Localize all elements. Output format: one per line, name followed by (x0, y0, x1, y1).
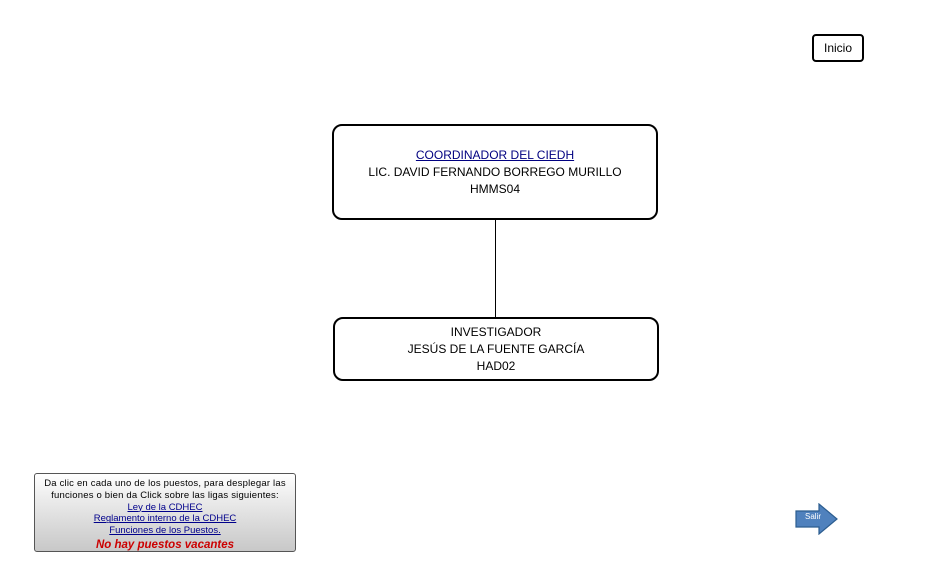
instructions-text: Da clic en cada uno de los puestos, para desplegar las funciones o bien da Click sobre las ligas siguientes: (44, 478, 286, 501)
ley-cdhec-link[interactable]: Ley de la CDHEC (127, 501, 203, 513)
vacancy-notice: No hay puestos vacantes (95, 538, 235, 551)
node-position-code: HMMS04 (469, 181, 520, 196)
node-position-code: HAD02 (476, 358, 516, 373)
node-title-link[interactable]: COORDINADOR DEL CIEDH (415, 147, 575, 162)
org-node-investigador[interactable] (333, 317, 659, 381)
node-title: INVESTIGADOR (450, 324, 542, 339)
node-person-name: LIC. DAVID FERNANDO BORREGO MURILLO (368, 164, 622, 179)
inicio-button[interactable]: Inicio (812, 34, 864, 62)
funciones-link[interactable]: Funciones de los Puestos. (109, 525, 221, 537)
reglamento-link[interactable]: Reglamento interno de la CDHEC (93, 513, 237, 525)
salir-label: Salir (804, 512, 821, 521)
salir-button[interactable] (795, 503, 839, 535)
org-connector-line (495, 220, 496, 317)
node-person-name: JESÚS DE LA FUENTE GARCÍA (407, 341, 585, 356)
instructions-box (34, 473, 296, 552)
org-node-coordinador[interactable] (332, 124, 658, 220)
